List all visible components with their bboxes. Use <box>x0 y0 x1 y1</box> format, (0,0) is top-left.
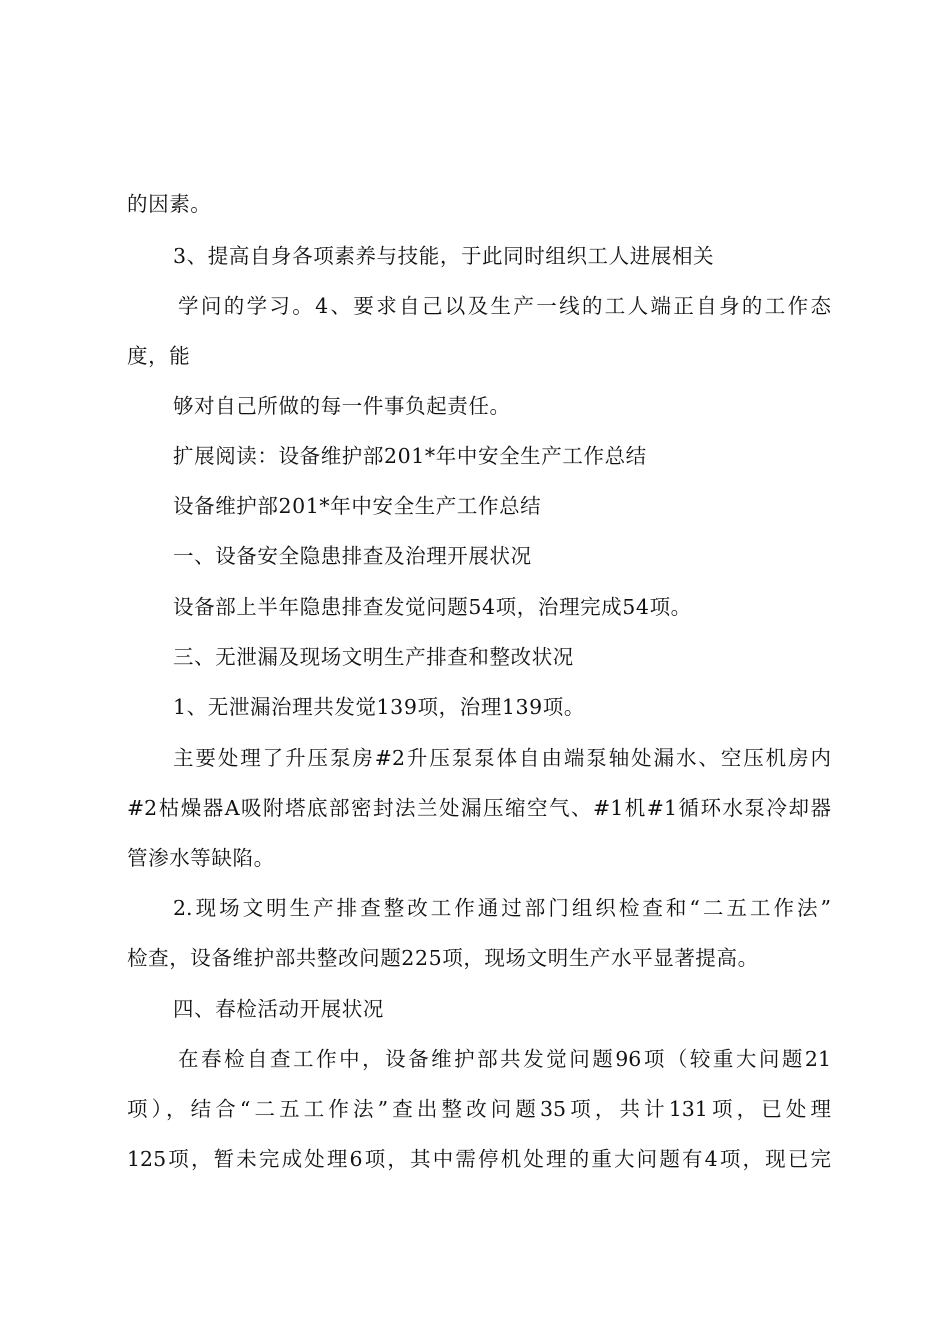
text-line: 主要处理了升压泵房#2升压泵泵体自由端泵轴处漏水、空压机房内 <box>173 746 831 770</box>
text-line: 1、无泄漏治理共发觉139项，治理139项。 <box>173 695 585 719</box>
section-heading: 三、无泄漏及现场文明生产排查和整改状况 <box>173 645 574 669</box>
section-heading: 一、设备安全隐患排查及治理开展状况 <box>173 544 532 568</box>
text-line: 3、提高自身各项素养与技能，于此同时组织工人进展相关 <box>173 244 715 268</box>
text-line: 够对自己所做的每一件事负起责任。 <box>173 394 511 418</box>
text-line: 的因素。 <box>127 192 212 216</box>
text-line: 设备部上半年隐患排查发觉问题54项，治理完成54项。 <box>173 595 692 619</box>
text-line: 扩展阅读：设备维护部201*年中安全生产工作总结 <box>173 444 647 468</box>
text-line: 在春检自查工作中，设备维护部共发觉问题96项（较重大问题21 <box>178 1047 831 1071</box>
text-line: #2枯燥器A吸附塔底部密封法兰处漏压缩空气、#1机#1循环水泵冷却器 <box>127 796 831 820</box>
text-line: 125项，暂未完成处理6项，其中需停机处理的重大问题有4项，现已完 <box>127 1147 831 1171</box>
text-line: 学问的学习。4、要求自己以及生产一线的工人端正自身的工作态 <box>178 294 831 318</box>
text-line: 2.现场文明生产排查整改工作通过部门组织检查和“二五工作法” <box>173 896 831 920</box>
text-line: 检查，设备维护部共整改问题225项，现场文明生产水平显著提高。 <box>127 946 759 970</box>
text-line: 管渗水等缺陷。 <box>127 846 275 870</box>
section-heading: 四、春检活动开展状况 <box>173 997 384 1021</box>
text-line: 项），结合“二五工作法”查出整改问题35项，共计131项，已处理 <box>127 1097 831 1121</box>
text-line: 度，能 <box>127 344 191 368</box>
text-line: 设备维护部201*年中安全生产工作总结 <box>173 494 542 518</box>
